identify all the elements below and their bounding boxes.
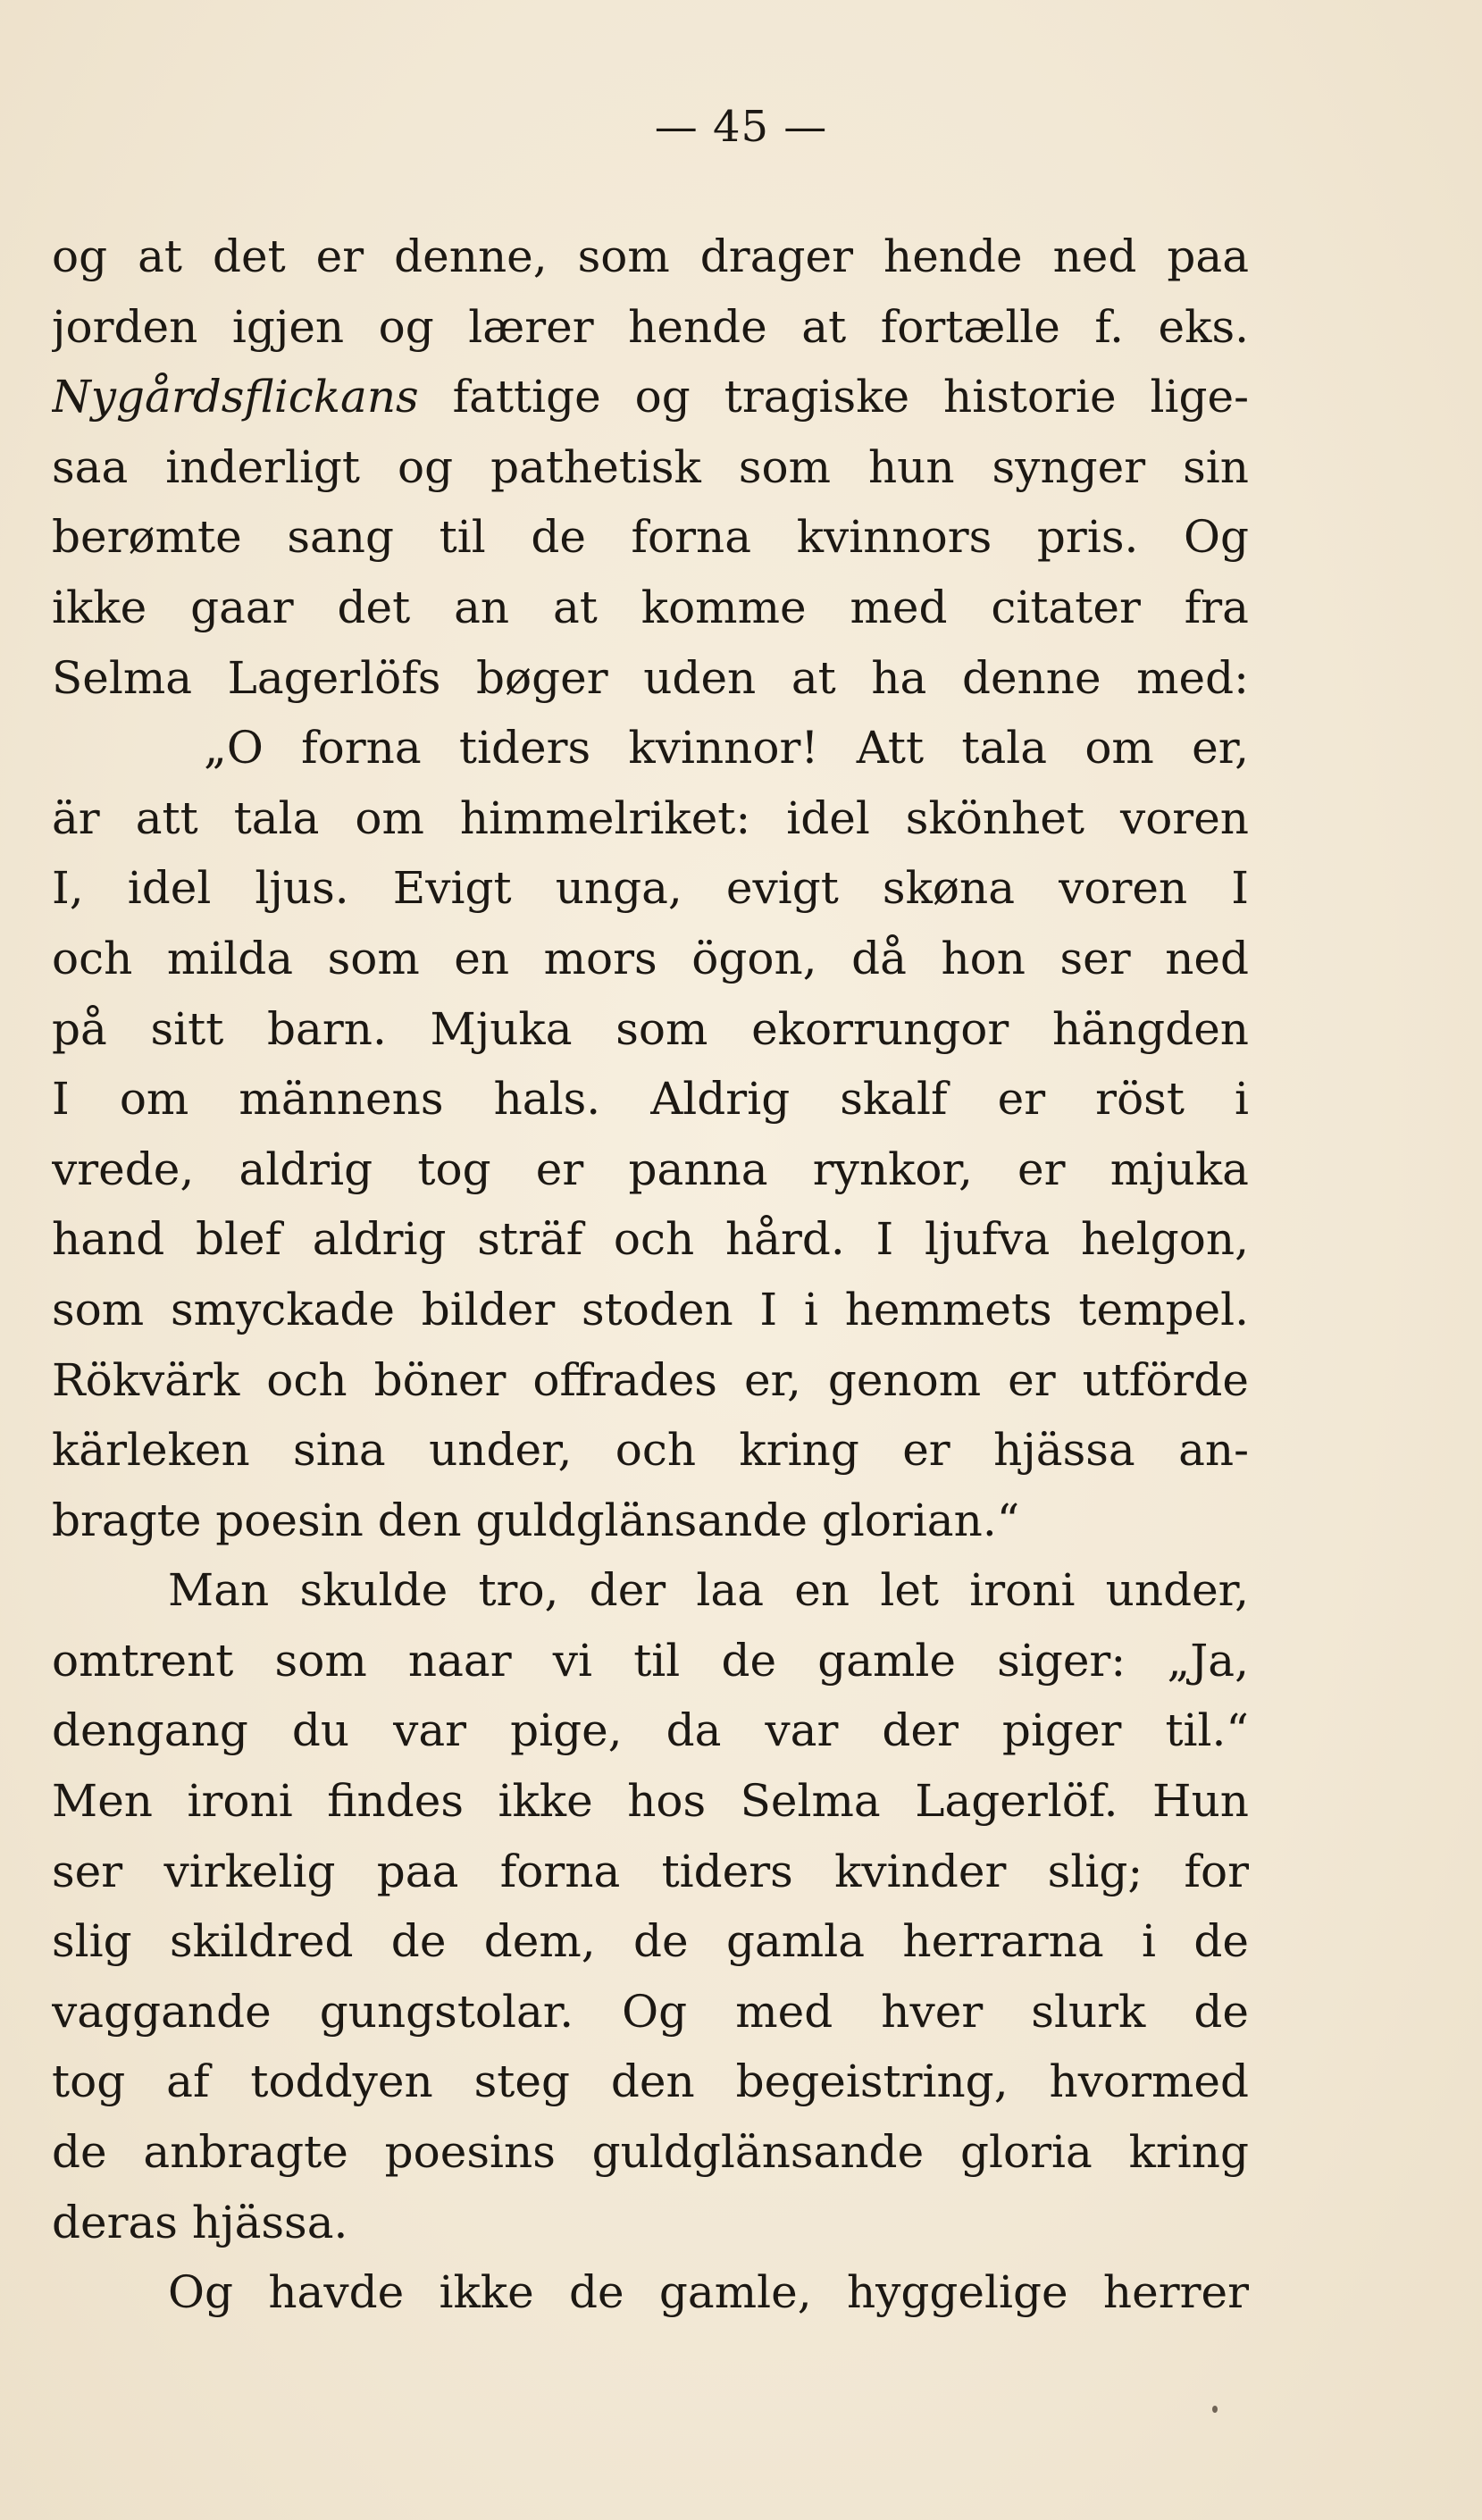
text-line: dengang du var pige, da var der piger til.“: [52, 1704, 1249, 1757]
text-line: slig skildred de dem, de gamla herrarna i de: [52, 1915, 1249, 1968]
text-line: og at det er denne, som drager hende ned paa: [52, 230, 1249, 282]
page-number: — 45 —: [654, 102, 828, 152]
text-line: saa inderligt og pathetisk som hun synger sin: [52, 440, 1249, 493]
text-line: tog af toddyen steg den begeistring, hvormed: [52, 2055, 1249, 2108]
text-line: jorden igjen og lærer hende at fortælle f. eks.: [52, 300, 1249, 353]
text-line: Men ironi findes ikke hos Selma Lagerlöf. Hun: [52, 1775, 1249, 1828]
body-text: [52, 222, 1249, 2328]
paper-speck: [1212, 2406, 1218, 2413]
text-line: [52, 362, 1249, 432]
quote-line: hand blef aldrig sträf och hård. I ljufva helgon,: [52, 1213, 1249, 1266]
quote-line: vrede, aldrig tog er panna rynkor, er mjuka: [52, 1143, 1249, 1195]
italic-title: Nygårdsflickans: [52, 371, 419, 423]
text-line: Man skulde tro, der laa en let ironi under,: [168, 1564, 1249, 1617]
quote-line: I, idel ljus. Evigt unga, evigt skøna voren I: [52, 862, 1249, 915]
quote-line: kärleken sina under, och kring er hjässa an-: [52, 1424, 1249, 1477]
quote-line: på sitt barn. Mjuka som ekorrungor hängden: [52, 1002, 1249, 1055]
text-line: vaggande gungstolar. Og med hver slurk de: [52, 1985, 1249, 2038]
quote-line: är att tala om himmelriket: idel skönhet voren: [52, 791, 1249, 844]
text-line: deras hjässa.: [52, 2196, 348, 2248]
text-line: de anbragte poesins guldglänsande gloria kring: [52, 2126, 1249, 2179]
text-line: ikke gaar det an at komme med citater fra: [52, 581, 1249, 633]
quote-line: som smyckade bilder stoden I i hemmets tempel.: [52, 1283, 1249, 1335]
text-line: ser virkelig paa forna tiders kvinder slig; for: [52, 1845, 1249, 1897]
text-line: berømte sang til de forna kvinnors pris. Og: [52, 511, 1249, 564]
text-line: Og havde ikke de gamle, hyggelige herrer: [168, 2266, 1249, 2319]
quote-line: bragte poesin den guldglänsande glorian.“: [52, 1494, 1020, 1546]
quote-line: och milda som en mors ögon, då hon ser ned: [52, 932, 1249, 984]
quote-line: I om männens hals. Aldrig skalf er röst i: [52, 1073, 1249, 1126]
text-line: Selma Lagerlöfs bøger uden at ha denne med:: [52, 651, 1249, 704]
quote-line: „O forna tiders kvinnor! Att tala om er,: [204, 722, 1249, 774]
text-line: omtrent som naar vi til de gamle siger: „Ja,: [52, 1634, 1249, 1687]
quote-line: Rökvärk och böner offrades er, genom er utförde: [52, 1353, 1249, 1406]
text-line-rest: fattige og tragiske historie lige-: [418, 371, 1249, 423]
